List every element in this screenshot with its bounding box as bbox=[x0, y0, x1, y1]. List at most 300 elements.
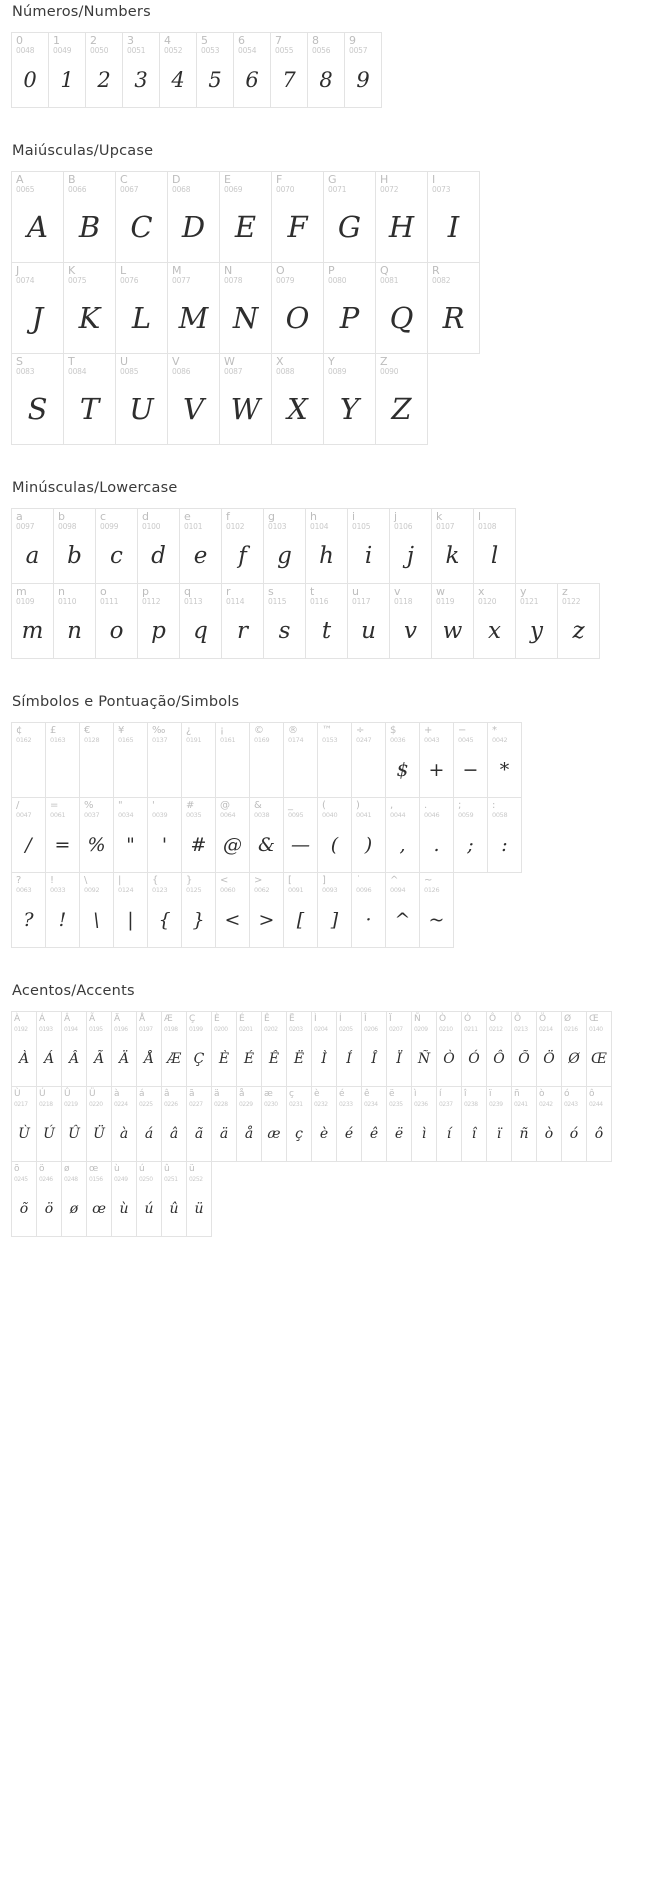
glyph-character-label: Ñ bbox=[414, 1014, 421, 1024]
glyph-cell[interactable] bbox=[473, 508, 516, 584]
glyph-preview: ' bbox=[161, 833, 168, 856]
glyph-cell[interactable] bbox=[45, 797, 80, 873]
glyph-character-label: A bbox=[16, 173, 24, 186]
glyph-cell[interactable] bbox=[317, 797, 352, 873]
glyph-cell[interactable] bbox=[411, 1011, 437, 1087]
glyph-cell[interactable] bbox=[86, 1161, 112, 1237]
glyph-cell[interactable] bbox=[211, 1086, 237, 1162]
glyph-cell-header bbox=[264, 584, 305, 610]
glyph-row bbox=[11, 1161, 211, 1236]
glyph-cell[interactable] bbox=[336, 1086, 362, 1162]
glyph-cell[interactable] bbox=[386, 1011, 412, 1087]
glyph-cell-header bbox=[337, 1012, 361, 1038]
glyph-cell-header bbox=[437, 1087, 461, 1113]
glyph-code-label: 0124 bbox=[118, 886, 134, 894]
glyph-character-label: k bbox=[436, 510, 443, 523]
glyph-character-label: Ø bbox=[564, 1014, 572, 1024]
glyph-cell-header bbox=[352, 798, 385, 824]
glyph-cell[interactable] bbox=[122, 32, 160, 108]
glyph-code-label: 0040 bbox=[322, 811, 338, 819]
glyph-cell-header bbox=[312, 1012, 336, 1038]
glyph-character-label: Ö bbox=[539, 1014, 547, 1024]
glyph-cell[interactable] bbox=[263, 583, 306, 659]
glyph-character-label: Å bbox=[139, 1014, 146, 1024]
glyph-cell[interactable] bbox=[161, 1011, 187, 1087]
glyph-cell[interactable] bbox=[347, 508, 390, 584]
glyph-cell[interactable] bbox=[186, 1011, 212, 1087]
glyph-cell[interactable] bbox=[286, 1011, 312, 1087]
glyph-cell[interactable] bbox=[375, 171, 428, 263]
glyph-cell[interactable] bbox=[561, 1011, 587, 1087]
glyph-cell[interactable] bbox=[283, 722, 318, 798]
glyph-preview: ç bbox=[295, 1126, 303, 1142]
glyph-preview: $ bbox=[396, 758, 409, 781]
glyph-code-label: 0194 bbox=[64, 1026, 78, 1033]
glyph-cell[interactable] bbox=[461, 1011, 487, 1087]
glyph-cell[interactable] bbox=[389, 583, 432, 659]
glyph-cell[interactable] bbox=[236, 1086, 262, 1162]
glyph-cell[interactable] bbox=[473, 583, 516, 659]
glyph-row bbox=[11, 1011, 611, 1086]
glyph-cell[interactable] bbox=[115, 353, 168, 445]
glyph-cell[interactable] bbox=[79, 722, 114, 798]
glyph-preview: L bbox=[131, 300, 152, 335]
glyph-cell[interactable] bbox=[36, 1161, 62, 1237]
glyph-cell[interactable] bbox=[419, 797, 454, 873]
glyph-cell[interactable] bbox=[215, 872, 250, 948]
glyph-cell[interactable] bbox=[411, 1086, 437, 1162]
glyph-character-label: 5 bbox=[201, 34, 208, 47]
glyph-cell[interactable] bbox=[11, 797, 46, 873]
glyph-cell-header bbox=[420, 873, 453, 899]
glyph-preview: É bbox=[243, 1051, 255, 1067]
glyph-cell[interactable] bbox=[461, 1086, 487, 1162]
glyph-character-label: © bbox=[254, 725, 264, 736]
glyph-preview: ü bbox=[194, 1201, 204, 1217]
glyph-cell[interactable] bbox=[317, 872, 352, 948]
glyph-cell[interactable] bbox=[181, 872, 216, 948]
glyph-cell[interactable] bbox=[86, 1086, 112, 1162]
glyph-cell[interactable] bbox=[511, 1086, 537, 1162]
glyph-cell[interactable] bbox=[283, 872, 318, 948]
glyph-character-label: i bbox=[352, 510, 356, 523]
glyph-preview: 4 bbox=[171, 67, 185, 92]
glyph-cell[interactable] bbox=[263, 508, 306, 584]
glyph-preview bbox=[284, 749, 317, 797]
glyph-cell-header bbox=[345, 33, 381, 59]
glyph-cell-header bbox=[114, 723, 147, 749]
glyph-cell[interactable] bbox=[61, 1086, 87, 1162]
glyph-cell[interactable] bbox=[147, 722, 182, 798]
glyph-cell[interactable] bbox=[147, 872, 182, 948]
glyph-cell[interactable] bbox=[431, 508, 474, 584]
glyph-cell[interactable] bbox=[561, 1086, 587, 1162]
glyph-cell-header bbox=[376, 263, 427, 289]
glyph-cell[interactable] bbox=[167, 262, 220, 354]
glyph-cell[interactable] bbox=[511, 1011, 537, 1087]
glyph-cell[interactable] bbox=[351, 872, 386, 948]
glyph-cell[interactable] bbox=[179, 583, 222, 659]
glyph-cell[interactable] bbox=[167, 353, 220, 445]
glyph-cell[interactable] bbox=[79, 797, 114, 873]
glyph-code-label: 0174 bbox=[288, 736, 304, 744]
glyph-preview: D bbox=[181, 209, 206, 244]
glyph-cell[interactable] bbox=[11, 1161, 37, 1237]
glyph-code-label: 0043 bbox=[424, 736, 440, 744]
glyph-cell-header bbox=[162, 1012, 186, 1038]
glyph-cell[interactable] bbox=[11, 872, 46, 948]
glyph-cell[interactable] bbox=[11, 722, 46, 798]
glyph-cell-header bbox=[216, 873, 249, 899]
glyph-preview bbox=[216, 749, 249, 797]
glyph-cell[interactable] bbox=[536, 1086, 562, 1162]
glyph-character-label: ; bbox=[458, 800, 462, 811]
glyph-cell[interactable] bbox=[161, 1161, 187, 1237]
glyph-cell[interactable] bbox=[557, 583, 600, 659]
glyph-cell-header bbox=[96, 584, 137, 610]
glyph-code-label: 0250 bbox=[139, 1176, 153, 1183]
glyph-cell[interactable] bbox=[61, 1011, 87, 1087]
glyph-code-label: 0048 bbox=[16, 46, 35, 55]
glyph-cell[interactable] bbox=[270, 32, 308, 108]
glyph-preview bbox=[318, 749, 351, 797]
glyph-preview: b bbox=[67, 542, 82, 569]
glyph-character-label: ] bbox=[322, 875, 326, 886]
glyph-cell[interactable] bbox=[261, 1086, 287, 1162]
glyph-preview: = bbox=[54, 833, 71, 856]
glyph-cell-header bbox=[234, 33, 270, 59]
glyph-cell[interactable] bbox=[115, 171, 168, 263]
glyph-cell[interactable] bbox=[36, 1011, 62, 1087]
glyph-code-label: 0195 bbox=[89, 1026, 103, 1033]
glyph-cell[interactable] bbox=[215, 797, 250, 873]
glyph-cell[interactable] bbox=[385, 797, 420, 873]
glyph-cell-header bbox=[62, 1012, 86, 1038]
glyph-cell-header bbox=[487, 1087, 511, 1113]
glyph-code-label: 0211 bbox=[464, 1026, 478, 1033]
glyph-cell[interactable] bbox=[249, 872, 284, 948]
glyph-cell[interactable] bbox=[95, 583, 138, 659]
glyph-cell[interactable] bbox=[375, 353, 428, 445]
glyph-cell[interactable] bbox=[344, 32, 382, 108]
glyph-cell[interactable] bbox=[115, 262, 168, 354]
glyph-cell-header bbox=[272, 354, 323, 380]
glyph-code-label: 0206 bbox=[364, 1026, 378, 1033]
glyph-cell[interactable] bbox=[249, 797, 284, 873]
glyph-character-label: Í bbox=[339, 1014, 342, 1024]
glyph-code-label: 0055 bbox=[275, 46, 294, 55]
glyph-character-label: v bbox=[394, 585, 401, 598]
glyph-grid bbox=[0, 1011, 661, 1236]
glyph-cell-header bbox=[412, 1012, 436, 1038]
glyph-character-label: f bbox=[226, 510, 230, 523]
glyph-cell[interactable] bbox=[11, 583, 54, 659]
glyph-cell[interactable] bbox=[11, 1011, 37, 1087]
glyph-character-label: j bbox=[394, 510, 398, 523]
glyph-character-label: U bbox=[120, 355, 129, 368]
glyph-character-label: Q bbox=[380, 264, 389, 277]
glyph-preview: Ì bbox=[321, 1051, 327, 1067]
glyph-code-label: 0058 bbox=[492, 811, 508, 819]
glyph-cell[interactable] bbox=[113, 872, 148, 948]
glyph-cell[interactable] bbox=[161, 1086, 187, 1162]
glyph-code-label: 0104 bbox=[310, 522, 329, 531]
glyph-cell[interactable] bbox=[136, 1011, 162, 1087]
glyph-cell[interactable] bbox=[305, 583, 348, 659]
glyph-cell[interactable] bbox=[211, 1011, 237, 1087]
glyph-cell-header bbox=[362, 1012, 386, 1038]
glyph-cell-header bbox=[148, 798, 181, 824]
glyph-preview: ã bbox=[194, 1126, 204, 1142]
glyph-cell[interactable] bbox=[111, 1086, 137, 1162]
glyph-character-label: a bbox=[16, 510, 23, 523]
glyph-character-label: Y bbox=[328, 355, 335, 368]
glyph-code-label: 0244 bbox=[589, 1101, 603, 1108]
glyph-cell[interactable] bbox=[186, 1161, 212, 1237]
glyph-character-label: À bbox=[14, 1014, 21, 1024]
glyph-cell[interactable] bbox=[351, 722, 386, 798]
glyph-code-label: 0202 bbox=[264, 1026, 278, 1033]
glyph-cell-header bbox=[432, 509, 473, 535]
glyph-cell-header bbox=[587, 1012, 611, 1038]
glyph-cell[interactable] bbox=[79, 872, 114, 948]
glyph-cell[interactable] bbox=[336, 1011, 362, 1087]
glyph-cell-header bbox=[212, 1012, 236, 1038]
glyph-cell[interactable] bbox=[386, 1086, 412, 1162]
glyph-cell[interactable] bbox=[436, 1086, 462, 1162]
glyph-cell[interactable] bbox=[219, 353, 272, 445]
glyph-cell[interactable] bbox=[186, 1086, 212, 1162]
glyph-preview: ñ bbox=[519, 1126, 529, 1142]
glyph-cell[interactable] bbox=[323, 262, 376, 354]
glyph-cell[interactable] bbox=[113, 722, 148, 798]
glyph-cell[interactable] bbox=[36, 1086, 62, 1162]
glyph-cell[interactable] bbox=[487, 797, 522, 873]
glyph-code-label: 0212 bbox=[489, 1026, 503, 1033]
glyph-code-label: 0224 bbox=[114, 1101, 128, 1108]
glyph-preview: Ù bbox=[18, 1126, 30, 1142]
glyph-preview: Ñ bbox=[417, 1051, 431, 1067]
glyph-cell[interactable] bbox=[419, 722, 454, 798]
glyph-cell[interactable] bbox=[586, 1011, 612, 1087]
glyph-cell[interactable] bbox=[431, 583, 474, 659]
glyph-cell[interactable] bbox=[351, 797, 386, 873]
glyph-cell[interactable] bbox=[181, 722, 216, 798]
glyph-code-label: 0123 bbox=[152, 886, 168, 894]
glyph-cell[interactable] bbox=[113, 797, 148, 873]
glyph-code-label: 0089 bbox=[328, 367, 347, 376]
glyph-cell-header bbox=[487, 1012, 511, 1038]
glyph-cell[interactable] bbox=[385, 722, 420, 798]
glyph-cell-header bbox=[62, 1087, 86, 1113]
glyph-cell[interactable] bbox=[85, 32, 123, 108]
glyph-preview: m bbox=[21, 617, 44, 644]
glyph-code-label: 0090 bbox=[380, 367, 399, 376]
glyph-character-label: ü bbox=[189, 1164, 195, 1174]
glyph-cell[interactable] bbox=[236, 1011, 262, 1087]
glyph-code-label: 0061 bbox=[50, 811, 66, 819]
glyph-cell[interactable] bbox=[427, 262, 480, 354]
glyph-code-label: 0192 bbox=[14, 1026, 28, 1033]
glyph-cell[interactable] bbox=[111, 1011, 137, 1087]
glyph-cell[interactable] bbox=[11, 262, 64, 354]
glyph-cell[interactable] bbox=[317, 722, 352, 798]
glyph-code-label: 0220 bbox=[89, 1101, 103, 1108]
glyph-character-label: 2 bbox=[90, 34, 97, 47]
glyph-cell[interactable] bbox=[147, 797, 182, 873]
glyph-cell[interactable] bbox=[249, 722, 284, 798]
glyph-character-label: è bbox=[314, 1089, 320, 1099]
glyph-code-label: 0241 bbox=[514, 1101, 528, 1108]
glyph-cell[interactable] bbox=[361, 1011, 387, 1087]
glyph-cell[interactable] bbox=[219, 262, 272, 354]
glyph-character-label: c bbox=[100, 510, 107, 523]
glyph-code-label: 0044 bbox=[390, 811, 406, 819]
glyph-cell[interactable] bbox=[167, 171, 220, 263]
glyph-cell[interactable] bbox=[221, 508, 264, 584]
glyph-character-label: ì bbox=[414, 1089, 417, 1099]
glyph-cell-header bbox=[284, 798, 317, 824]
glyph-cell[interactable] bbox=[307, 32, 345, 108]
glyph-cell[interactable] bbox=[63, 171, 116, 263]
glyph-cell[interactable] bbox=[111, 1161, 137, 1237]
glyph-cell[interactable] bbox=[159, 32, 197, 108]
glyph-cell-header bbox=[537, 1087, 561, 1113]
glyph-cell[interactable] bbox=[261, 1011, 287, 1087]
glyph-preview: ~ bbox=[428, 908, 445, 931]
glyph-code-label: 0096 bbox=[356, 886, 372, 894]
glyph-row bbox=[11, 508, 515, 583]
glyph-cell[interactable] bbox=[361, 1086, 387, 1162]
glyph-cell[interactable] bbox=[487, 722, 522, 798]
glyph-preview: Z bbox=[391, 391, 412, 426]
glyph-cell[interactable] bbox=[181, 797, 216, 873]
glyph-preview: Ê bbox=[268, 1051, 280, 1067]
glyph-cell[interactable] bbox=[419, 872, 454, 948]
glyph-cell[interactable] bbox=[311, 1011, 337, 1087]
glyph-code-label: 0074 bbox=[16, 276, 35, 285]
glyph-cell[interactable] bbox=[385, 872, 420, 948]
glyph-preview: Û bbox=[68, 1126, 80, 1142]
glyph-character-label: ˙ bbox=[356, 875, 361, 886]
glyph-cell[interactable] bbox=[179, 508, 222, 584]
glyph-cell[interactable] bbox=[45, 722, 80, 798]
glyph-character-label: ¡ bbox=[220, 725, 225, 736]
glyph-preview: è bbox=[319, 1126, 329, 1142]
glyph-cell[interactable] bbox=[305, 508, 348, 584]
glyph-code-label: 0091 bbox=[288, 886, 304, 894]
glyph-cell[interactable] bbox=[137, 583, 180, 659]
glyph-cell-header bbox=[87, 1087, 111, 1113]
glyph-cell[interactable] bbox=[11, 1086, 37, 1162]
glyph-code-label: 0118 bbox=[394, 597, 413, 606]
glyph-cell[interactable] bbox=[215, 722, 250, 798]
glyph-cell[interactable] bbox=[389, 508, 432, 584]
glyph-cell-header bbox=[348, 584, 389, 610]
glyph-cell[interactable] bbox=[196, 32, 234, 108]
glyph-preview: û bbox=[169, 1201, 179, 1217]
glyph-cell[interactable] bbox=[63, 262, 116, 354]
glyph-cell[interactable] bbox=[11, 508, 54, 584]
glyph-code-label: 0034 bbox=[118, 811, 134, 819]
glyph-code-label: 0038 bbox=[254, 811, 270, 819]
glyph-cell[interactable] bbox=[233, 32, 271, 108]
glyph-cell[interactable] bbox=[436, 1011, 462, 1087]
glyph-cell[interactable] bbox=[137, 508, 180, 584]
glyph-cell[interactable] bbox=[61, 1161, 87, 1237]
glyph-preview: ù bbox=[119, 1201, 129, 1217]
glyph-preview: w bbox=[442, 617, 463, 644]
glyph-cell[interactable] bbox=[271, 353, 324, 445]
glyph-cell[interactable] bbox=[323, 171, 376, 263]
glyph-cell[interactable] bbox=[286, 1086, 312, 1162]
glyph-grid bbox=[0, 171, 661, 444]
glyph-code-label: 0098 bbox=[58, 522, 77, 531]
glyph-cell-header bbox=[37, 1162, 61, 1188]
glyph-cell-header bbox=[216, 723, 249, 749]
glyph-cell[interactable] bbox=[53, 583, 96, 659]
glyph-cell[interactable] bbox=[486, 1011, 512, 1087]
glyph-cell[interactable] bbox=[586, 1086, 612, 1162]
glyph-code-label: 0153 bbox=[322, 736, 338, 744]
glyph-cell[interactable] bbox=[48, 32, 86, 108]
glyph-cell[interactable] bbox=[453, 797, 488, 873]
glyph-preview: Î bbox=[371, 1051, 377, 1067]
glyph-cell[interactable] bbox=[323, 353, 376, 445]
glyph-preview: 0 bbox=[23, 67, 37, 92]
glyph-cell[interactable] bbox=[11, 353, 64, 445]
glyph-cell[interactable] bbox=[486, 1086, 512, 1162]
glyph-cell[interactable] bbox=[45, 872, 80, 948]
glyph-cell[interactable] bbox=[427, 171, 480, 263]
glyph-row bbox=[11, 797, 521, 872]
glyph-code-label: 0087 bbox=[224, 367, 243, 376]
glyph-cell[interactable] bbox=[311, 1086, 337, 1162]
glyph-cell[interactable] bbox=[11, 32, 49, 108]
glyph-preview: & bbox=[258, 833, 275, 856]
glyph-cell[interactable] bbox=[515, 583, 558, 659]
glyph-cell[interactable] bbox=[86, 1011, 112, 1087]
glyph-preview bbox=[148, 749, 181, 797]
glyph-cell[interactable] bbox=[453, 722, 488, 798]
glyph-cell[interactable] bbox=[271, 262, 324, 354]
glyph-code-label: 0033 bbox=[50, 886, 66, 894]
glyph-cell[interactable] bbox=[271, 171, 324, 263]
glyph-cell-header bbox=[512, 1012, 536, 1038]
glyph-cell-header bbox=[96, 509, 137, 535]
glyph-preview: ò bbox=[544, 1126, 554, 1142]
glyph-character-label: J bbox=[16, 264, 20, 277]
glyph-code-label: 0037 bbox=[84, 811, 100, 819]
glyph-cell[interactable] bbox=[219, 171, 272, 263]
glyph-cell[interactable] bbox=[283, 797, 318, 873]
glyph-cell[interactable] bbox=[136, 1161, 162, 1237]
glyph-cell[interactable] bbox=[53, 508, 96, 584]
glyph-cell[interactable] bbox=[63, 353, 116, 445]
glyph-character-label: ã bbox=[189, 1089, 195, 1099]
glyph-cell[interactable] bbox=[347, 583, 390, 659]
glyph-cell[interactable] bbox=[221, 583, 264, 659]
glyph-character-label: \ bbox=[84, 875, 88, 886]
glyph-cell-header bbox=[387, 1087, 411, 1113]
glyph-cell-header bbox=[12, 723, 45, 749]
glyph-code-label: 0232 bbox=[314, 1101, 328, 1108]
glyph-cell[interactable] bbox=[536, 1011, 562, 1087]
glyph-cell[interactable] bbox=[375, 262, 428, 354]
glyph-cell[interactable] bbox=[136, 1086, 162, 1162]
glyph-cell[interactable] bbox=[11, 171, 64, 263]
glyph-cell[interactable] bbox=[95, 508, 138, 584]
